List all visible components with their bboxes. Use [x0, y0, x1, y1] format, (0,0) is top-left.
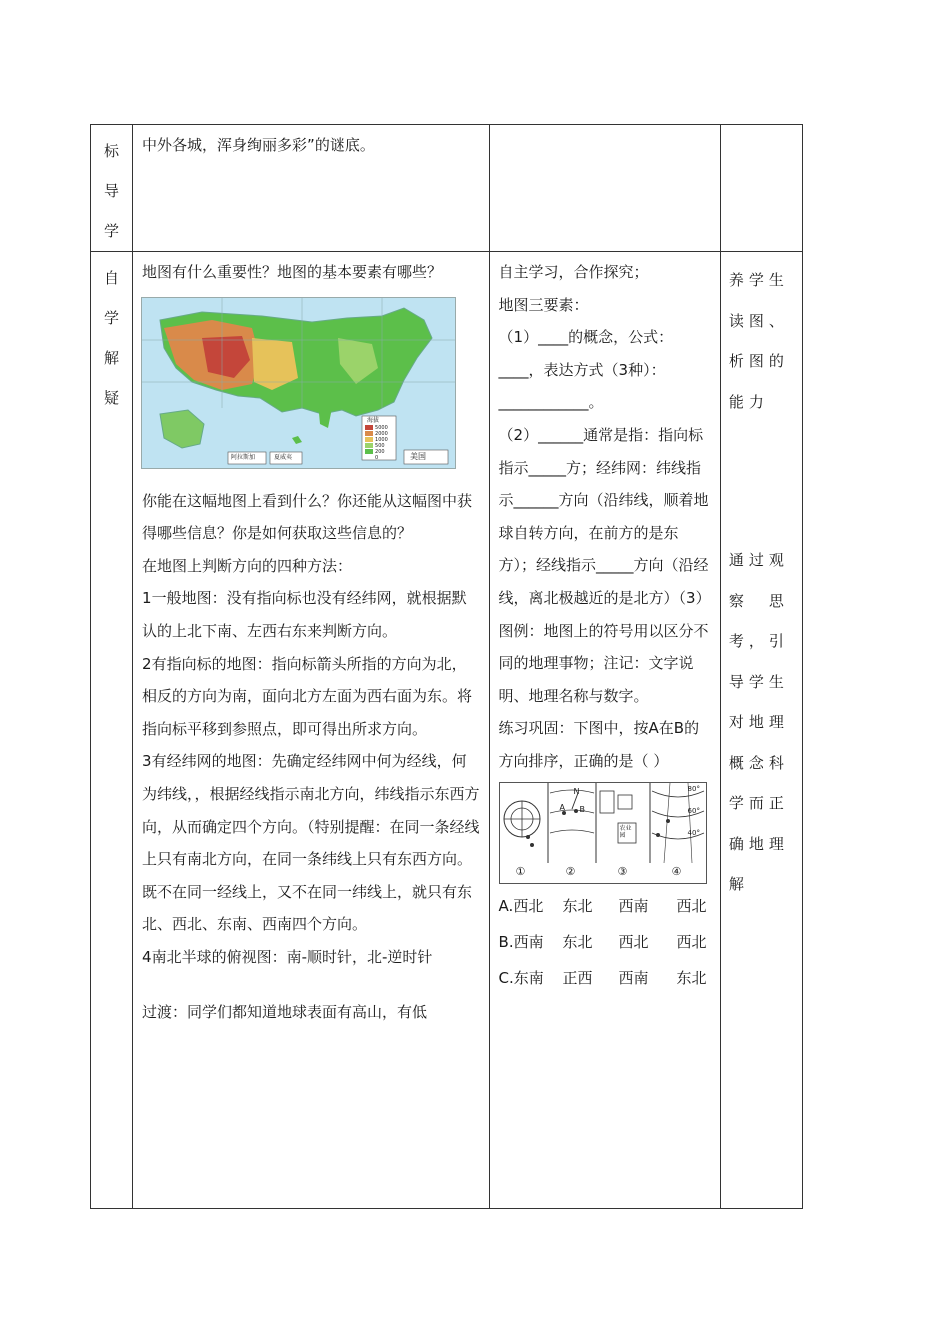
objective-line: 养学生 — [728, 271, 789, 289]
content-cell — [133, 252, 490, 1209]
content-text: 中外各城，浑身绚丽多彩”的谜底。 — [142, 136, 375, 154]
map-country-label: 美国 — [410, 451, 427, 461]
paragraph: （2）______通常是指：指向标指示_____方；经纬网：纬线指示______方向（沿纬线，顺着地球自转方向，在前方的是东方）；经线指示_____方向（沿经线，离北极越近的是北方）（3）图例：地图上的符号用以区分不同的地理事物；注记：文字说明、地理名称与数字。 — [498, 425, 711, 705]
objective-cell — [720, 125, 802, 252]
option-text: 正西 — [562, 968, 593, 987]
table-row — [91, 252, 803, 1209]
intro-question: 地图有什么重要性？地图的基本要素有哪些？ — [142, 263, 443, 281]
map-legend-value: 2000 — [375, 430, 388, 437]
paragraph: （1）____的概念，公式：____，表达方式（3种）：____________。 — [498, 328, 674, 412]
objective-line: 导学生 — [728, 672, 789, 691]
map-legend-title: 海拔 — [367, 416, 380, 424]
section-label-char: 学 — [104, 309, 120, 327]
figure-number: ① — [515, 864, 526, 878]
paragraph: 自主学习，合作探究； — [498, 263, 649, 281]
option-text: 东北 — [562, 932, 593, 951]
objective-line: 析图的 — [728, 352, 789, 370]
objective-line: 读图、 — [728, 311, 789, 330]
section-label-char: 疑 — [104, 389, 120, 407]
answer-option — [499, 924, 712, 960]
latitude-label: 40° — [687, 828, 700, 837]
section-label-char: 导 — [104, 182, 120, 200]
section-label-cell — [91, 252, 133, 1209]
figure-number: ④ — [671, 864, 682, 878]
figure-number: ③ — [617, 864, 628, 878]
section-label-char: 解 — [104, 349, 120, 367]
activity-cell — [489, 125, 720, 252]
section-label-char: 标 — [104, 142, 120, 160]
north-label: N — [573, 786, 580, 796]
option-text: 西南 — [618, 896, 649, 915]
objective-line: 通过观 — [728, 551, 789, 569]
section-label-char: 自 — [104, 269, 120, 287]
paragraph: 4南北半球的俯视图：南-顺时针，北-逆时针 — [142, 947, 433, 966]
answer-option — [499, 960, 712, 996]
objective-cell — [720, 252, 802, 1209]
objective-line: 解 — [728, 875, 749, 893]
paragraph: 练习巩固：下图中，按A在B的方向排序，正确的是（ ） — [498, 719, 700, 770]
paragraph: 在地图上判断方向的四种方法： — [142, 556, 353, 575]
option-text: 西北 — [676, 896, 707, 915]
answer-option — [499, 888, 712, 924]
content-cell — [133, 125, 490, 252]
activity-cell — [489, 252, 720, 1209]
option-text: C.东南 — [498, 968, 544, 987]
direction-exercise-figure — [499, 782, 707, 884]
us-map-image — [141, 297, 456, 469]
objective-line: 对地理 — [728, 713, 789, 731]
transition-text: 过渡：同学们都知道地球表面有高山，有低 — [142, 1002, 428, 1021]
paragraph: 1一般地图：没有指向标也没有经纬网，就根据默认的上北下南、左西右东来判断方向。 — [142, 589, 467, 640]
objective-line: 确地理 — [728, 834, 789, 853]
latitude-label: 60° — [687, 806, 700, 815]
objective-line: 学而正 — [728, 794, 789, 812]
objective-line: 考，引 — [728, 632, 789, 650]
table-row — [91, 125, 803, 252]
map-legend-value: 1000 — [375, 436, 388, 443]
option-text: 西北 — [676, 932, 707, 951]
map-legend-value: 200 — [375, 448, 385, 455]
map-inset-label: 阿拉斯加 — [231, 453, 256, 461]
lesson-table — [90, 124, 803, 1209]
option-text: B.西南 — [498, 932, 544, 951]
option-text: 西南 — [618, 968, 649, 987]
park-label: 农业园 — [619, 824, 632, 839]
objective-line: 能力 — [728, 392, 769, 411]
map-inset-label: 夏威夷 — [274, 453, 293, 461]
point-label: A — [559, 802, 566, 812]
point-label: B — [579, 804, 586, 814]
option-text: A.西北 — [498, 896, 544, 915]
paragraph: 地图三要素： — [498, 295, 589, 314]
map-legend-value: 5000 — [375, 424, 388, 431]
objective-line: 概念科 — [728, 753, 789, 772]
figure-number: ② — [565, 864, 576, 878]
map-legend-value: 500 — [375, 442, 385, 449]
option-text: 西北 — [618, 932, 649, 951]
section-label-char: 学 — [104, 222, 120, 240]
paragraph: 3有经纬网的地图：先确定经纬网中何为经线，何为纬线，，根据经线指示南北方向，纬线指示东西方向，从而确定四个方向。（特别提醒：在同一条经线上只有南北方向，在同一条纬线上只有东西方向。既不在同一经线上，又不在同一纬线上，就只有东北、西北、东南、西南四个方向。 — [142, 752, 480, 934]
paragraph: 你能在这幅地图上看到什么？你还能从这幅图中获得哪些信息？你是如何获取这些信息的？ — [142, 491, 473, 543]
option-text: 东北 — [676, 968, 707, 987]
section-label-cell — [91, 125, 133, 252]
map-legend-value: 0 — [375, 454, 379, 461]
objective-line: 察 思 — [728, 591, 789, 610]
latitude-label: 80° — [687, 784, 700, 793]
option-text: 东北 — [562, 896, 593, 915]
paragraph: 2有指向标的地图：指向标箭头所指的方向为北，相反的方向为南，面向北方左面为西右面为东。将指向标平移到参照点，即可得出所求方向。 — [142, 654, 473, 738]
